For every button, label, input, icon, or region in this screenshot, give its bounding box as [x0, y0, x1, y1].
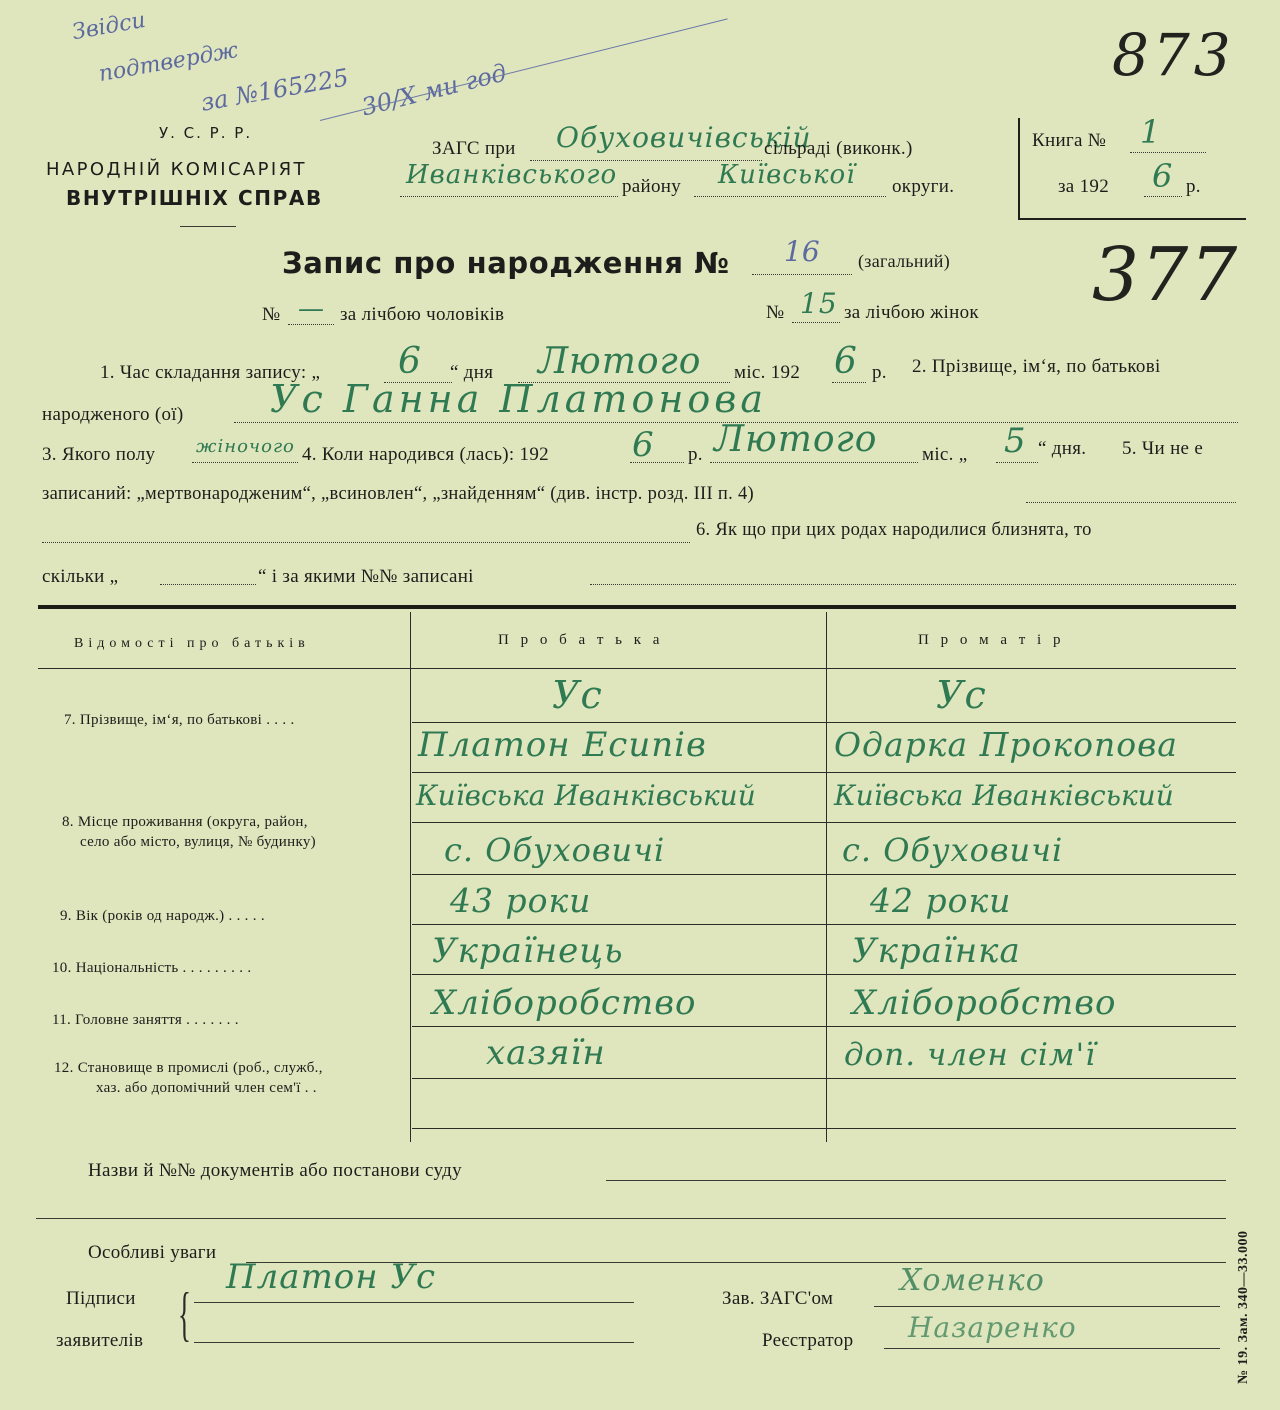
item4-day-label: “ дня. [1038, 438, 1087, 459]
zags-district-value: Иванківського [406, 160, 618, 190]
item3-label: 3. Якого полу [42, 444, 156, 465]
mother-name: Одарка Прокопова [834, 725, 1178, 764]
father-residence-line2: с. Обуховичі [444, 831, 666, 869]
applicant-signature-line-2 [194, 1342, 634, 1343]
book-number-line [1130, 152, 1206, 153]
women-count-value: 15 [800, 287, 838, 320]
table-divider-1 [410, 612, 411, 1142]
item1-year: 6 [834, 341, 858, 382]
row11-line [412, 1026, 1236, 1027]
mother-residence-line1: Київська Иванківський [834, 779, 1174, 812]
item1-month: Лютого [538, 341, 702, 382]
mother-residence-line2: с. Обуховичі [842, 831, 1064, 869]
father-occupation: Хліборобство [432, 983, 697, 1023]
mother-occupation: Хліборобство [852, 983, 1117, 1023]
zags-district-line [400, 196, 618, 197]
header-rule [180, 226, 236, 227]
table-header-mother: П р о м а т і р [918, 632, 1065, 648]
item4-month: Лютого [714, 419, 878, 460]
men-count-value: — [298, 294, 325, 324]
child-sex: жіночого [196, 436, 295, 457]
general-number: 16 [784, 235, 820, 268]
book-year-label: за 192 [1058, 176, 1109, 197]
signatures-brace: { [178, 1281, 192, 1347]
documents-line [606, 1180, 1226, 1181]
zags-council-value: Обуховичівській [556, 121, 812, 154]
item2-label: народженого (ої) [42, 404, 184, 425]
mother-age: 42 роки [870, 881, 1012, 920]
signatures-label-line1: Підписи [66, 1288, 136, 1309]
book-number: 1 [1140, 113, 1162, 151]
father-surname: Ус [552, 673, 603, 717]
item4-year: 6 [632, 425, 655, 465]
general-label: (загальний) [858, 251, 951, 271]
row8-label-line2: село або місто, вулиця, № будинку) [80, 834, 316, 850]
row12-label-line2: хаз. або допомічний член сем'ї . . [96, 1080, 317, 1096]
head-signature-line [874, 1306, 1220, 1307]
row8b-line [412, 874, 1236, 875]
item3-line [192, 462, 298, 463]
signatures-label-line2: заявителів [56, 1330, 144, 1351]
item1-year-line [832, 382, 866, 383]
book-label: Книга № [1032, 130, 1107, 151]
archive-note-line3: за №165225 [198, 63, 351, 117]
row11-label: 11. Головне заняття . . . . . . . [52, 1012, 239, 1028]
row7b-line [412, 772, 1236, 773]
record-title: Запис про народження № [282, 246, 730, 280]
table-divider-2 [826, 612, 827, 1142]
mother-status: доп. член сім'ї [844, 1037, 1097, 1073]
head-signature: Хоменко [900, 1263, 1045, 1298]
archive-note-line1: Звідси [70, 7, 148, 46]
table-header-rule [38, 668, 1236, 669]
father-name: Платон Есипів [418, 725, 707, 765]
documents-label: Назви й №№ документів або постанови суду [88, 1160, 462, 1181]
women-count-suffix: за лічбою жінок [844, 302, 979, 323]
row10-line [412, 974, 1236, 975]
child-full-name: Ус Ганна Платонова [270, 377, 768, 421]
item6-label: 6. Як що при цих родах народилися близнята, то [696, 520, 1092, 540]
row9-line [412, 924, 1236, 925]
item1-day-label: “ дня [450, 362, 494, 383]
book-year-value: 6 [1152, 157, 1174, 195]
row-end-line [412, 1128, 1236, 1129]
table-header-info: Відомості про батьків [74, 636, 310, 651]
registrar-signature: Назаренко [908, 1311, 1077, 1344]
book-year-line [1144, 196, 1182, 197]
book-year-suffix: р. [1186, 176, 1201, 197]
item6-records-line [590, 584, 1236, 585]
row12-label-line1: 12. Становище в промислі (роб., служб., [54, 1060, 323, 1076]
item4-month-label: міс. „ [922, 444, 968, 465]
header-department: ВНУТРІШНІХ СПРАВ [66, 186, 323, 210]
women-count-line [792, 322, 840, 323]
women-count-label: № [766, 302, 785, 323]
item4-day: 5 [1004, 421, 1027, 461]
row7a-line [412, 722, 1236, 723]
row10-label: 10. Національність . . . . . . . . . [52, 960, 252, 976]
item4-month-line [710, 462, 918, 463]
father-nationality: Українець [432, 931, 624, 971]
table-top-rule [38, 605, 1236, 609]
item5-label-start: 5. Чи не е [1122, 438, 1204, 459]
item2-label-start: 2. Прізвище, ім‘я, по батькові [912, 356, 1161, 377]
men-count-suffix: за лічбою чоловіків [340, 304, 505, 325]
item6-count-label: скільки „ [42, 566, 119, 587]
title-number-line [752, 274, 852, 275]
item1-year-suffix: р. [872, 362, 887, 383]
item1-label: 1. Час складання запису: „ [100, 362, 321, 383]
mother-nationality: Українка [852, 931, 1021, 971]
father-age: 43 роки [450, 881, 592, 920]
zags-council-suffix: сільраді (виконк.) [764, 138, 913, 159]
documents-line-2 [36, 1218, 1226, 1219]
item6-count-line [160, 584, 256, 585]
zags-okrug-line [694, 196, 886, 197]
table-header-father: П р о б а т ь к а [498, 632, 664, 648]
row8-label-line1: 8. Місце проживання (округа, район, [62, 814, 308, 830]
father-status: хазяїн [486, 1033, 606, 1073]
applicant-signature: Платон Ус [226, 1257, 437, 1297]
mother-surname: Ус [936, 673, 987, 717]
zags-prefix: ЗАГС при [432, 138, 516, 159]
header-commissariat: НАРОДНІЙ КОМІСАРІЯТ [46, 159, 307, 180]
row9-label: 9. Вік (років од народж.) . . . . . [60, 908, 265, 924]
side-number: 377 [1092, 232, 1240, 318]
row12-line [412, 1078, 1236, 1079]
registrar-label: Реєстратор [762, 1330, 854, 1351]
header-usrr: У. С. Р. Р. [159, 124, 253, 142]
row8a-line [412, 822, 1236, 823]
special-notes-label: Особливі уваги [88, 1242, 217, 1263]
item5-label: записаний: „мертвонароджeним“, „всиновлен“, „знайденням“ (див. інстр. розд. III п. 4) [42, 484, 754, 504]
item6-blank-line [42, 542, 690, 543]
men-count-line [288, 324, 334, 325]
head-label: Зав. ЗАГС'ом [722, 1288, 834, 1309]
pencil-stroke [320, 18, 728, 121]
applicant-signature-line-1 [194, 1302, 634, 1303]
row7-label: 7. Прізвище, ім‘я, по батькові . . . . [64, 712, 295, 728]
print-mark: № 19. Зам. 340—33.000 [1236, 1230, 1251, 1384]
item6-count-suffix: “ і за якими №№ записані [258, 566, 474, 587]
archive-number: 873 [1112, 21, 1235, 89]
zags-okrug-value: Київської [718, 160, 856, 190]
item5-line [1026, 502, 1236, 503]
item4-day-line [996, 462, 1038, 463]
item1-day: 6 [398, 341, 422, 382]
item1-month-label: міс. 192 [734, 362, 801, 383]
registrar-signature-line [884, 1348, 1220, 1349]
archive-note-line2: подтвердж [96, 37, 241, 88]
zags-okrug-suffix: округи. [892, 176, 955, 197]
archive-note-line4: 30/X ми год [358, 58, 510, 122]
item4-year-suffix: р. [688, 444, 703, 465]
item4-label: 4. Коли народився (лась): 192 [302, 444, 549, 465]
men-count-label: № [262, 304, 281, 325]
father-residence-line1: Київська Иванківський [416, 779, 756, 812]
zags-district-suffix: району [622, 176, 682, 197]
